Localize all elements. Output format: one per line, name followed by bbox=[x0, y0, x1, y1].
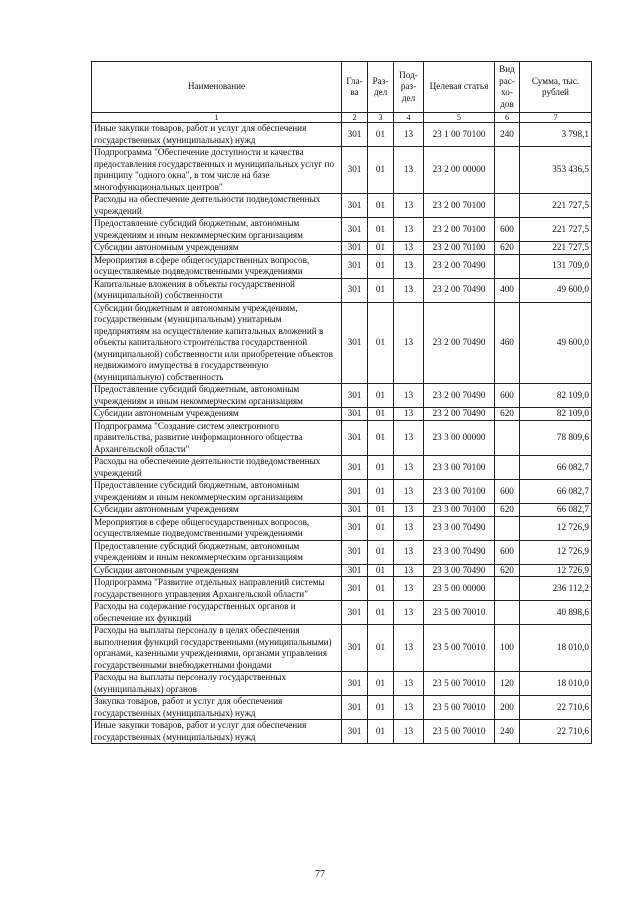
row-target: 23 2 00 70100 bbox=[424, 242, 495, 255]
row-section: 01 bbox=[368, 420, 394, 456]
row-name: Иные закупки товаров, работ и услуг для обеспечения государственных (муниципальных) нужд bbox=[92, 720, 342, 744]
row-section: 01 bbox=[368, 408, 394, 421]
row-amount: 40 898,6 bbox=[520, 601, 592, 625]
row-amount: 3 798,1 bbox=[520, 123, 592, 147]
page-number: 77 bbox=[315, 869, 325, 880]
row-section: 01 bbox=[368, 504, 394, 517]
table-row bbox=[92, 480, 592, 504]
row-expense-type bbox=[495, 420, 520, 456]
table-row bbox=[92, 278, 592, 302]
row-subsection: 13 bbox=[394, 577, 424, 601]
row-subsection: 13 bbox=[394, 672, 424, 696]
row-chapter: 301 bbox=[342, 278, 368, 302]
row-target: 23 2 00 70490 bbox=[424, 254, 495, 278]
table-row bbox=[92, 254, 592, 278]
header-amount: Сумма, тыс. рублей bbox=[520, 62, 592, 113]
row-amount: 18 010,0 bbox=[520, 672, 592, 696]
row-amount: 82 109,0 bbox=[520, 408, 592, 421]
row-amount: 66 082,7 bbox=[520, 456, 592, 480]
row-subsection: 13 bbox=[394, 194, 424, 218]
row-expense-type: 620 bbox=[495, 242, 520, 255]
row-chapter: 301 bbox=[342, 456, 368, 480]
row-chapter: 301 bbox=[342, 218, 368, 242]
row-section: 01 bbox=[368, 564, 394, 577]
row-target: 23 2 00 70490 bbox=[424, 408, 495, 421]
table-row bbox=[92, 625, 592, 672]
table-row bbox=[92, 672, 592, 696]
column-number: 5 bbox=[424, 113, 495, 123]
row-name: Субсидии бюджетным и автономным учреждениям, государственным (муниципальным) унитарным предприятиям на осуществление капитальных вложений в объекты капитального строительства государственной (муниципальной) собственности или приобретение объектов недвижимого имущества в государственную (муниципальную) собственность bbox=[92, 302, 342, 384]
row-name: Субсидии автономным учреждениям bbox=[92, 242, 342, 255]
table-row bbox=[92, 302, 592, 384]
row-chapter: 301 bbox=[342, 123, 368, 147]
row-name: Подпрограмма "Обеспечение доступности и качества предоставления государственных и муниципальных услуг по принципу "одного окна", в том числе на базе многофункциональных центров" bbox=[92, 147, 342, 194]
row-amount: 22 710,6 bbox=[520, 696, 592, 720]
header-section: Раз-дел bbox=[368, 62, 394, 113]
row-section: 01 bbox=[368, 540, 394, 564]
table-row bbox=[92, 218, 592, 242]
row-target: 23 5 00 70010 bbox=[424, 696, 495, 720]
row-chapter: 301 bbox=[342, 302, 368, 384]
row-expense-type: 240 bbox=[495, 720, 520, 744]
column-number: 1 bbox=[92, 113, 342, 123]
table-row bbox=[92, 242, 592, 255]
header-expense-type: Вид рас-хо-дов bbox=[495, 62, 520, 113]
table-row bbox=[92, 384, 592, 408]
row-amount: 66 082,7 bbox=[520, 480, 592, 504]
row-expense-type: 600 bbox=[495, 384, 520, 408]
row-amount: 12 726,9 bbox=[520, 540, 592, 564]
row-subsection: 13 bbox=[394, 720, 424, 744]
table-row bbox=[92, 564, 592, 577]
row-subsection: 13 bbox=[394, 564, 424, 577]
row-section: 01 bbox=[368, 147, 394, 194]
row-amount: 131 709,0 bbox=[520, 254, 592, 278]
column-number: 6 bbox=[495, 113, 520, 123]
row-subsection: 13 bbox=[394, 278, 424, 302]
row-target: 23 3 00 70490 bbox=[424, 564, 495, 577]
row-amount: 66 082,7 bbox=[520, 504, 592, 517]
row-chapter: 301 bbox=[342, 384, 368, 408]
table-row bbox=[92, 696, 592, 720]
table-row bbox=[92, 408, 592, 421]
row-subsection: 13 bbox=[394, 625, 424, 672]
row-subsection: 13 bbox=[394, 696, 424, 720]
row-subsection: 13 bbox=[394, 218, 424, 242]
table-row bbox=[92, 516, 592, 540]
row-target: 23 5 00 70010 bbox=[424, 672, 495, 696]
row-chapter: 301 bbox=[342, 564, 368, 577]
row-name: Капитальные вложения в объекты государственной (муниципальной) собственности bbox=[92, 278, 342, 302]
row-expense-type: 600 bbox=[495, 218, 520, 242]
row-expense-type: 240 bbox=[495, 123, 520, 147]
row-name: Подпрограмма "Развитие отдельных направлений системы государственного управления Архангельской области" bbox=[92, 577, 342, 601]
row-expense-type: 100 bbox=[495, 625, 520, 672]
row-chapter: 301 bbox=[342, 254, 368, 278]
row-subsection: 13 bbox=[394, 516, 424, 540]
row-amount: 12 726,9 bbox=[520, 564, 592, 577]
table-row bbox=[92, 123, 592, 147]
row-expense-type bbox=[495, 456, 520, 480]
column-number: 4 bbox=[394, 113, 424, 123]
row-name: Расходы на выплаты персоналу в целях обеспечения выполнения функций государственными (муниципальными) органами, казенными учреждениями, органами управления государственными внебюджетными фондами bbox=[92, 625, 342, 672]
row-name: Субсидии автономным учреждениям bbox=[92, 564, 342, 577]
row-subsection: 13 bbox=[394, 408, 424, 421]
row-subsection: 13 bbox=[394, 254, 424, 278]
row-name: Закупка товаров, работ и услуг для обеспечения государственных (муниципальных) нужд bbox=[92, 696, 342, 720]
row-amount: 236 112,2 bbox=[520, 577, 592, 601]
row-name: Расходы на выплаты персоналу государственных (муниципальных) органов bbox=[92, 672, 342, 696]
row-target: 23 1 00 70100 bbox=[424, 123, 495, 147]
row-expense-type bbox=[495, 577, 520, 601]
row-section: 01 bbox=[368, 278, 394, 302]
row-subsection: 13 bbox=[394, 302, 424, 384]
row-chapter: 301 bbox=[342, 480, 368, 504]
table-row bbox=[92, 420, 592, 456]
row-subsection: 13 bbox=[394, 480, 424, 504]
row-section: 01 bbox=[368, 194, 394, 218]
row-section: 01 bbox=[368, 218, 394, 242]
row-amount: 221 727,5 bbox=[520, 194, 592, 218]
row-amount: 49 600,0 bbox=[520, 302, 592, 384]
row-amount: 221 727,5 bbox=[520, 218, 592, 242]
row-target: 23 5 00 00000 bbox=[424, 577, 495, 601]
row-name: Мероприятия в сфере общегосударственных вопросов, осуществляемые подведомственными учреждениями bbox=[92, 254, 342, 278]
row-target: 23 3 00 70100 bbox=[424, 456, 495, 480]
table-row bbox=[92, 456, 592, 480]
header-row bbox=[92, 62, 592, 113]
header-chapter: Гла-ва bbox=[342, 62, 368, 113]
row-chapter: 301 bbox=[342, 720, 368, 744]
row-subsection: 13 bbox=[394, 601, 424, 625]
table-row bbox=[92, 577, 592, 601]
row-chapter: 301 bbox=[342, 601, 368, 625]
row-target: 23 3 00 70490 bbox=[424, 516, 495, 540]
column-number: 2 bbox=[342, 113, 368, 123]
row-section: 01 bbox=[368, 601, 394, 625]
column-number: 3 bbox=[368, 113, 394, 123]
table-row bbox=[92, 194, 592, 218]
row-subsection: 13 bbox=[394, 504, 424, 517]
row-expense-type: 600 bbox=[495, 480, 520, 504]
row-expense-type: 620 bbox=[495, 408, 520, 421]
row-subsection: 13 bbox=[394, 384, 424, 408]
row-target: 23 3 00 00000 bbox=[424, 420, 495, 456]
row-expense-type bbox=[495, 516, 520, 540]
row-section: 01 bbox=[368, 302, 394, 384]
table-row bbox=[92, 601, 592, 625]
row-target: 23 3 00 70100 bbox=[424, 504, 495, 517]
row-amount: 49 600,0 bbox=[520, 278, 592, 302]
row-target: 23 3 00 70490 bbox=[424, 540, 495, 564]
row-name: Расходы на содержание государственных органов и обеспечение их функций bbox=[92, 601, 342, 625]
header-target: Целевая статья bbox=[424, 62, 495, 113]
header-subsection: Под-раз-дел bbox=[394, 62, 424, 113]
row-section: 01 bbox=[368, 480, 394, 504]
row-name: Предоставление субсидий бюджетным, автономным учреждениям и иным некоммерческим организациям bbox=[92, 384, 342, 408]
row-target: 23 5 00 70010 bbox=[424, 625, 495, 672]
row-chapter: 301 bbox=[342, 194, 368, 218]
row-section: 01 bbox=[368, 625, 394, 672]
row-chapter: 301 bbox=[342, 625, 368, 672]
row-subsection: 13 bbox=[394, 147, 424, 194]
row-amount: 22 710,6 bbox=[520, 720, 592, 744]
row-amount: 82 109,0 bbox=[520, 384, 592, 408]
row-chapter: 301 bbox=[342, 147, 368, 194]
column-number: 7 bbox=[520, 113, 592, 123]
row-section: 01 bbox=[368, 254, 394, 278]
table-row bbox=[92, 504, 592, 517]
row-chapter: 301 bbox=[342, 577, 368, 601]
row-section: 01 bbox=[368, 516, 394, 540]
row-chapter: 301 bbox=[342, 420, 368, 456]
table-body bbox=[92, 123, 592, 744]
row-amount: 12 726,9 bbox=[520, 516, 592, 540]
row-section: 01 bbox=[368, 123, 394, 147]
row-amount: 78 809,6 bbox=[520, 420, 592, 456]
header-name: Наименование bbox=[92, 62, 342, 113]
row-chapter: 301 bbox=[342, 696, 368, 720]
table-row bbox=[92, 540, 592, 564]
row-chapter: 301 bbox=[342, 242, 368, 255]
row-subsection: 13 bbox=[394, 123, 424, 147]
row-name: Субсидии автономным учреждениям bbox=[92, 408, 342, 421]
row-expense-type: 620 bbox=[495, 564, 520, 577]
column-number-row bbox=[92, 113, 592, 123]
row-target: 23 2 00 70490 bbox=[424, 302, 495, 384]
row-section: 01 bbox=[368, 696, 394, 720]
row-name: Расходы на обеспечение деятельности подведомственных учреждений bbox=[92, 456, 342, 480]
row-name: Предоставление субсидий бюджетным, автономным учреждениям и иным некоммерческим организациям bbox=[92, 480, 342, 504]
row-name: Предоставление субсидий бюджетным, автономным учреждениям и иным некоммерческим организациям bbox=[92, 540, 342, 564]
row-section: 01 bbox=[368, 577, 394, 601]
row-expense-type: 120 bbox=[495, 672, 520, 696]
row-name: Расходы на обеспечение деятельности подведомственных учреждений bbox=[92, 194, 342, 218]
row-target: 23 2 00 70490 bbox=[424, 384, 495, 408]
row-expense-type: 200 bbox=[495, 696, 520, 720]
row-name: Мероприятия в сфере общегосударственных вопросов, осуществляемые подведомственными учреждениями bbox=[92, 516, 342, 540]
row-chapter: 301 bbox=[342, 408, 368, 421]
row-expense-type: 620 bbox=[495, 504, 520, 517]
row-expense-type bbox=[495, 254, 520, 278]
row-target: 23 2 00 70490 bbox=[424, 278, 495, 302]
row-subsection: 13 bbox=[394, 456, 424, 480]
row-subsection: 13 bbox=[394, 420, 424, 456]
row-section: 01 bbox=[368, 456, 394, 480]
row-chapter: 301 bbox=[342, 672, 368, 696]
row-target: 23 2 00 70100 bbox=[424, 218, 495, 242]
row-expense-type: 600 bbox=[495, 540, 520, 564]
row-expense-type bbox=[495, 194, 520, 218]
row-name: Субсидии автономным учреждениям bbox=[92, 504, 342, 517]
budget-table bbox=[91, 61, 592, 744]
row-chapter: 301 bbox=[342, 504, 368, 517]
row-expense-type bbox=[495, 147, 520, 194]
row-expense-type: 400 bbox=[495, 278, 520, 302]
row-amount: 221 727,5 bbox=[520, 242, 592, 255]
row-target: 23 3 00 70100 bbox=[424, 480, 495, 504]
row-section: 01 bbox=[368, 720, 394, 744]
row-section: 01 bbox=[368, 384, 394, 408]
row-name: Предоставление субсидий бюджетным, автономным учреждениям и иным некоммерческим организациям bbox=[92, 218, 342, 242]
row-expense-type bbox=[495, 601, 520, 625]
row-section: 01 bbox=[368, 672, 394, 696]
row-subsection: 13 bbox=[394, 540, 424, 564]
table-row bbox=[92, 720, 592, 744]
table-row bbox=[92, 147, 592, 194]
row-target: 23 5 00 70010 bbox=[424, 720, 495, 744]
row-chapter: 301 bbox=[342, 540, 368, 564]
row-target: 23 2 00 70100 bbox=[424, 194, 495, 218]
row-expense-type: 460 bbox=[495, 302, 520, 384]
row-amount: 353 436,5 bbox=[520, 147, 592, 194]
row-target: 23 5 00 70010 bbox=[424, 601, 495, 625]
row-chapter: 301 bbox=[342, 516, 368, 540]
row-subsection: 13 bbox=[394, 242, 424, 255]
row-amount: 18 010,0 bbox=[520, 625, 592, 672]
row-name: Подпрограмма "Создание систем электронного правительства, развитие информационного общества Архангельской области" bbox=[92, 420, 342, 456]
row-target: 23 2 00 00000 bbox=[424, 147, 495, 194]
row-section: 01 bbox=[368, 242, 394, 255]
row-name: Иные закупки товаров, работ и услуг для обеспечения государственных (муниципальных) нужд bbox=[92, 123, 342, 147]
